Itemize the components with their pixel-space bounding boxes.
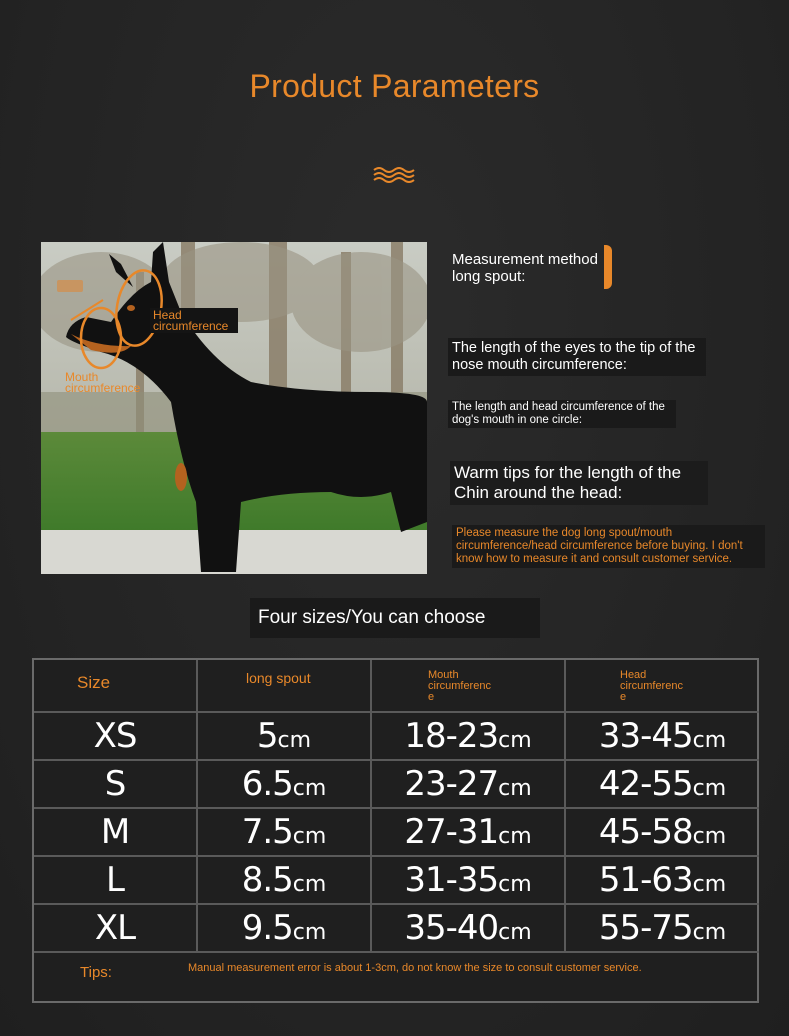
please-measure-text: Please measure the dog long spout/mouth circumference/head circumference before buying. I don't know how to measure it and consult customer service. (452, 525, 765, 568)
cell-value: M (100, 812, 130, 852)
cell-value: 27-31 (404, 812, 499, 852)
cell-value: 7.5 (241, 812, 293, 852)
table-cell-long-spout (198, 857, 372, 905)
table-cell-head (566, 761, 759, 809)
cell-value: 31-35 (404, 860, 499, 900)
cell-value: L (106, 860, 124, 900)
cell-unit: cm (292, 919, 327, 945)
table-cell-head (566, 905, 759, 953)
cell-value: 5 (256, 716, 278, 756)
header-head-label: Head circumferenc e (620, 669, 683, 703)
header-long-spout-label: long spout (246, 670, 311, 686)
tips-text: Manual measurement error is about 1-3cm, do not know the size to consult customer service. (188, 962, 642, 974)
cell-unit: cm (692, 775, 727, 801)
table-cell-mouth (372, 713, 566, 761)
cell-value: XL (94, 908, 136, 948)
header-mouth-label: Mouth circumferenc e (428, 669, 491, 703)
cell-unit: cm (692, 823, 727, 849)
cell-value: 23-27 (404, 764, 499, 804)
cell-unit: cm (692, 919, 727, 945)
table-cell-size (34, 713, 198, 761)
cell-value: 35-40 (404, 908, 499, 948)
eyes-to-nose-text: The length of the eyes to the tip of the nose mouth circumference: (448, 338, 706, 376)
table-cell-head (566, 809, 759, 857)
tips-row (34, 951, 759, 1003)
dog-measurement-photo (41, 242, 427, 574)
table-cell-long-spout (198, 809, 372, 857)
table-cell-mouth (372, 857, 566, 905)
cell-value: 8.5 (241, 860, 293, 900)
four-sizes-heading: Four sizes/You can choose (250, 598, 540, 638)
head-circumference-label: Head circumference (150, 308, 238, 333)
cell-value: 42-55 (598, 764, 693, 804)
measurement-method-heading: Measurement method long spout: (452, 251, 598, 285)
header-mouth (372, 660, 566, 713)
table-cell-size (34, 809, 198, 857)
cell-value: 55-75 (598, 908, 693, 948)
size-table (32, 658, 759, 1003)
cell-unit: cm (498, 775, 532, 801)
header-long-spout (198, 660, 372, 713)
warm-tips-text: Warm tips for the length of the Chin around the head: (450, 461, 708, 505)
cell-value: 18-23 (404, 716, 499, 756)
cell-unit: cm (692, 871, 727, 897)
cell-unit: cm (498, 919, 532, 945)
cell-unit: cm (498, 823, 532, 849)
cell-unit: cm (692, 727, 727, 753)
cell-value: 45-58 (598, 812, 693, 852)
table-cell-size (34, 761, 198, 809)
cell-unit: cm (498, 727, 532, 753)
tips-label: Tips: (80, 964, 112, 981)
wave-divider-icon (372, 165, 418, 185)
head-circumference-text: The length and head circumference of the dog's mouth in one circle: (448, 400, 676, 428)
table-cell-mouth (372, 761, 566, 809)
table-cell-head (566, 857, 759, 905)
table-cell-size (34, 857, 198, 905)
table-cell-long-spout (198, 713, 372, 761)
cell-value: 6.5 (241, 764, 293, 804)
table-cell-long-spout (198, 905, 372, 953)
table-cell-mouth (372, 905, 566, 953)
cell-unit: cm (292, 823, 327, 849)
cell-value: S (104, 764, 126, 804)
table-cell-size (34, 905, 198, 953)
header-size-label: Size (77, 673, 111, 692)
table-cell-mouth (372, 809, 566, 857)
page-title: Product Parameters (249, 68, 540, 104)
header-size (34, 660, 198, 713)
cell-unit: cm (292, 775, 327, 801)
chinese-label-marker (57, 280, 83, 292)
mouth-circumference-label: Mouth circumference (65, 370, 141, 395)
table-cell-long-spout (198, 761, 372, 809)
cell-unit: cm (498, 871, 532, 897)
cell-value: 33-45 (598, 716, 693, 756)
cell-value: XS (93, 716, 137, 756)
cell-unit: cm (277, 727, 312, 753)
table-cell-head (566, 713, 759, 761)
cell-value: 51-63 (598, 860, 693, 900)
cell-unit: cm (292, 871, 327, 897)
cell-value: 9.5 (241, 908, 293, 948)
header-head (566, 660, 759, 713)
